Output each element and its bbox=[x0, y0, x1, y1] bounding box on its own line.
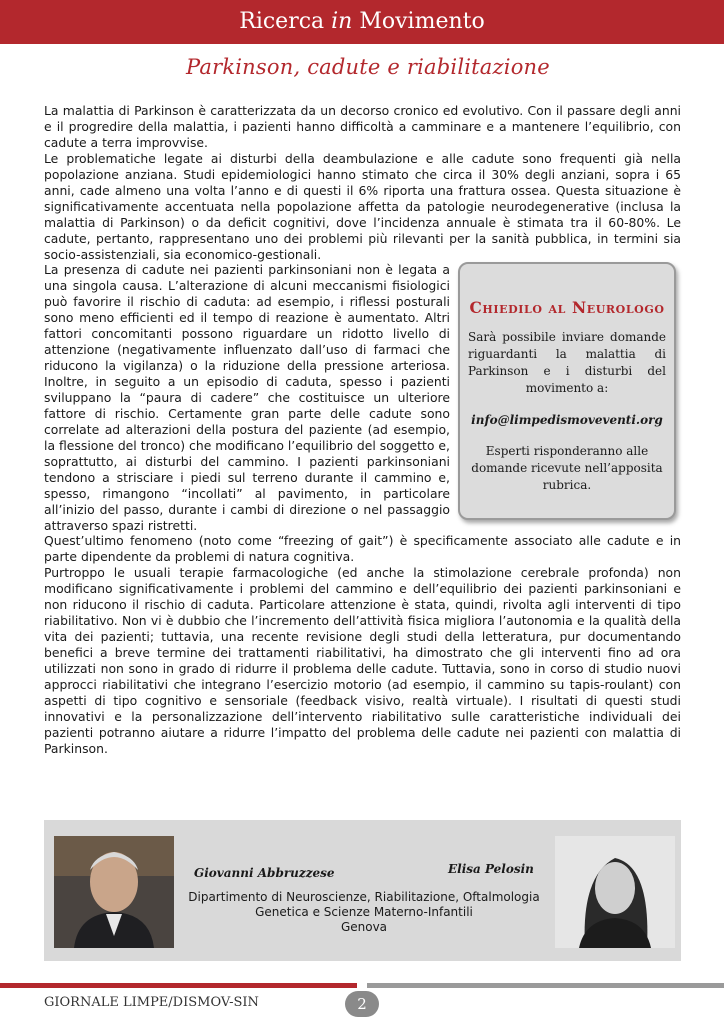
intro-paragraph-2: Le problematiche legate ai disturbi della deambulazione e alle cadute sono frequenti già nella popolazione anziana. Studi epidemiologici hanno stimato che circa il 30% degli anziani, sopra i 65 anni, cade almeno una volta l’anno e di questi il 6% riporta una frattura ossea. Questa situazione è significativamente accentuata nella popolazione affetta da patologie neurodegenerative (inclusa la malattia di Parkinson) o da deficit cognitivi, dove l’incidenza annuale è stimata tra il 60-80%. Le cadute, pertanto, rappresentano uno dei problemi più rilevanti per la sanità pubblica, in termini sia socio-assistenziali, sia economico-gestionali. bbox=[44, 151, 681, 262]
ask-neurologist-text: Sarà possibile inviare domande riguardanti la malattia di Parkinson e i disturbi del movimento a: bbox=[468, 330, 666, 395]
ask-neurologist-email[interactable]: info@limpedismoveventi.org bbox=[471, 413, 663, 427]
ask-neurologist-title: Chiedilo al Neurologo bbox=[469, 298, 665, 317]
article-title: Parkinson, cadute e riabilitazione bbox=[186, 55, 550, 79]
footer-bar-red bbox=[0, 983, 357, 988]
author-name-2: Elisa Pelosin bbox=[448, 862, 534, 876]
ask-neurologist-answer: Esperti risponderanno alle domande ricevute nell’apposita rubrica. bbox=[471, 444, 663, 492]
outro-paragraph-2: Purtroppo le usuali terapie farmacologiche (ed anche la stimolazione cerebrale profonda) non modificano significativamente i problemi del cammino e dell’equilibrio dei pazienti parkinsoniani e non riducono il rischio di caduta. Particolare attenzione è stata, quindi, rivolta agli interventi di tipo riabilitativo. Non vi è dubbio che l’incremento dell’attività fisica migliora l’autonomia e la qualità della vita dei pazienti; tuttavia, una recente revisione degli studi della letteratura, pur documentando benefici a breve termine dei trattamenti riabilitativi, ha dimostrato che gli interventi fino ad ora utilizzati non sono in grado di ridurre il problema delle cadute. Tuttavia, sono in corso di studio nuovi approcci riabilitativi che integrano l’esercizio motorio (ad esempio, il cammino su tapis-roulant) con aspetti di tipo cognitivo e sensoriale (feedback visivo, realtà virtuale). I risultati di questi studi innovativi e la personalizzazione dell’intervento riabilitativo sulle caratteristiche individuali dei pazienti potranno aiutare a ridurre l’impatto del problema delle cadute nei pazienti con malattia di Parkinson. bbox=[44, 565, 681, 756]
author-affiliation bbox=[184, 890, 544, 935]
outro-text bbox=[44, 533, 681, 757]
intro-text bbox=[44, 103, 681, 263]
header-title-part1: Ricerca bbox=[239, 9, 332, 34]
left-column-text bbox=[44, 262, 450, 534]
portrait-male-image bbox=[54, 836, 174, 948]
footer-journal-name: GIORNALE LIMPE/DISMOV-SIN bbox=[44, 995, 259, 1010]
footer-bar-gray bbox=[367, 983, 724, 988]
page-number: 2 bbox=[345, 991, 379, 1017]
affiliation-line-3: Genova bbox=[340, 920, 388, 934]
header-title-italic: in bbox=[331, 9, 353, 34]
author-photo-elisa bbox=[555, 836, 675, 948]
affiliation-line-2: Genetica e Scienze Materno-Infantili bbox=[255, 905, 473, 919]
header-title-part2: Movimento bbox=[352, 9, 485, 34]
author-photo-giovanni bbox=[54, 836, 174, 948]
outro-paragraph-1: Quest’ultimo fenomeno (noto come “freezing of gait”) è specificamente associato alle cadute e in parte dipendente da problemi di natura cognitiva. bbox=[44, 533, 681, 564]
authors-panel bbox=[44, 820, 681, 961]
header-band bbox=[0, 0, 724, 44]
portrait-female-image bbox=[555, 836, 675, 948]
ask-neurologist-box bbox=[458, 262, 676, 520]
affiliation-line-1: Dipartimento di Neuroscienze, Riabilitazione, Oftalmologia bbox=[188, 890, 540, 904]
intro-paragraph-1: La malattia di Parkinson è caratterizzata da un decorso cronico ed evolutivo. Con il passare degli anni e il progredire della malattia, i pazienti hanno difficoltà a camminare e a mantenere l’equilibrio, con cadute a terra improvvise. bbox=[44, 103, 681, 150]
left-column-paragraph: La presenza di cadute nei pazienti parkinsoniani non è legata a una singola causa. L’alterazione di alcuni meccanismi fisiologici può favorire il rischio di caduta: ad esempio, i riflessi posturali sono meno efficienti ed il tempo di reazione è aumentato. Altri fattori concomitanti possono riguardare un ridotto livello di attenzione (negativamente influenzato dall’uso di farmaci che riducono la vigilanza) o la riduzione della pressione arteriosa. Inoltre, in seguito a un episodio di caduta, spesso i pazienti sviluppano la “paura di cadere” che costituisce un ulteriore fattore di rischio. Certamente gran parte delle cadute sono correlate ad alterazioni della postura del paziente (ad esempio, la flessione del tronco) che modificano l’equilibrio del soggetto e, soprattutto, ai disturbi del cammino. I pazienti parkinsoniani tendono a strisciare i piedi sul terreno durante il cammino e, spesso, rimangono “incollati” al pavimento, in particolare all’inizio del passo, durante i cambi di direzione o nel passaggio attraverso spazi ristretti. bbox=[44, 262, 450, 533]
author-name-1: Giovanni Abbruzzese bbox=[194, 866, 335, 880]
